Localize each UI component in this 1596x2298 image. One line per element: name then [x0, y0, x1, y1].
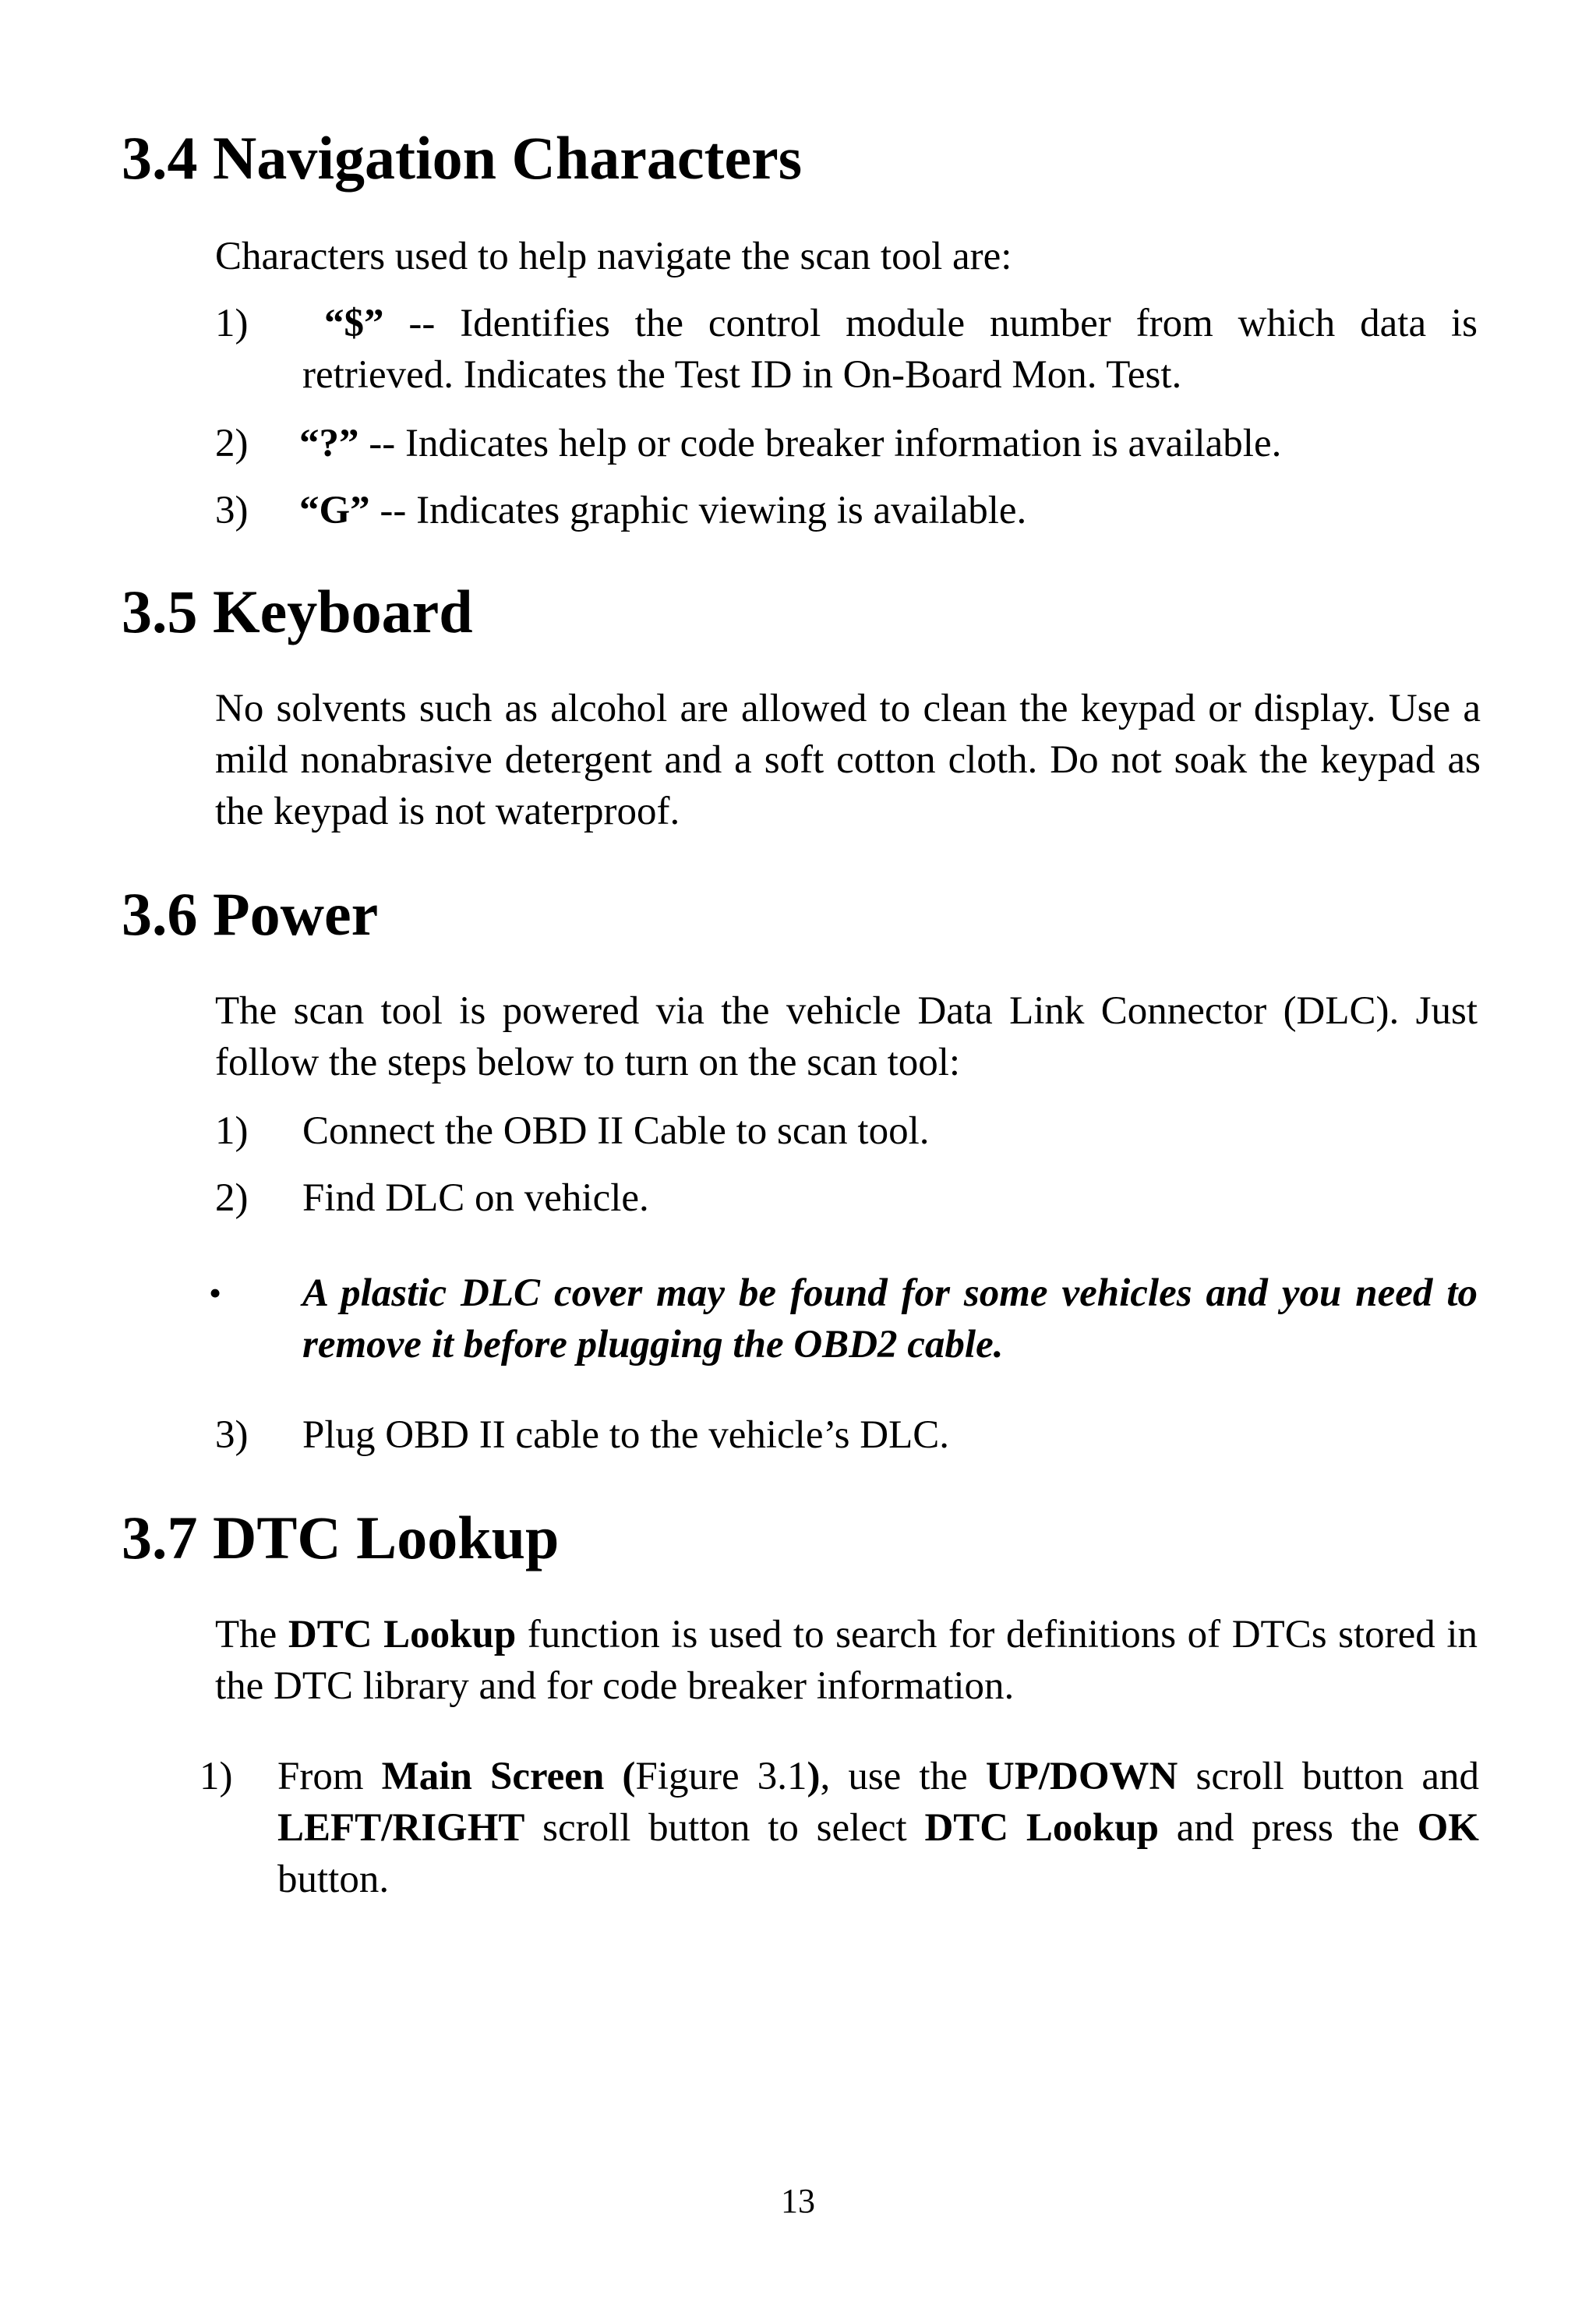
list-item-text: -- Indicates graphic viewing is available. [369, 489, 1027, 532]
list-item-text: -- Identifies the control module number from which data is retrieved. Indicates the Test ID in On-Board Mon. Test. [302, 302, 1478, 397]
bold-term: LEFT/RIGHT [277, 1806, 525, 1850]
bold-term: ) [807, 1755, 821, 1798]
list-item-dollar [302, 298, 1478, 401]
list-item-number: 2) [215, 422, 249, 465]
list-item-number: 3) [215, 1413, 249, 1457]
power-body-text: The scan tool is powered via the vehicle Data Link Connector (DLC). Just follow the steps below to turn on the scan tool: [215, 989, 1478, 1084]
section-heading-dtc-lookup: 3.7 DTC Lookup [122, 1504, 560, 1571]
keyboard-body-text: No solvents such as alcohol are allowed to clean the keypad or display. Use a mild nonabrasive detergent and a soft cotton cloth. Do not soak the keypad as the keypad is not waterproof. [215, 687, 1481, 833]
list-item-text: -- Indicates help or code breaker information is available. [358, 422, 1282, 465]
symbol-dollar: “$” [324, 302, 384, 345]
power-step-1: Connect the OBD II Cable to scan tool. [302, 1109, 930, 1153]
navigation-intro-text: Characters used to help navigate the scan tool are: [215, 235, 1012, 278]
symbol-question: “?” [299, 422, 359, 465]
list-item-number: 2) [215, 1176, 249, 1220]
power-step-2: Find DLC on vehicle. [302, 1176, 649, 1220]
dtc-lookup-step-1: From Main Screen (Figure 3.1), use the UP/DOWN scroll button and LEFT/RIGHT scroll button to select DTC Lookup and press the OK button. [277, 1755, 1479, 1901]
list-item-question [299, 418, 1476, 469]
power-step-3: Plug OBD II cable to the vehicle’s DLC. [302, 1413, 949, 1457]
page-number: 13 [781, 2182, 815, 2220]
power-note: A plastic DLC cover may be found for some vehicles and you need to remove it before plugging the OBD2 cable. [302, 1271, 1478, 1366]
section-heading-power: 3.6 Power [122, 880, 379, 948]
bold-term: Main Screen ( [381, 1755, 636, 1798]
bold-term: OK [1417, 1806, 1479, 1850]
list-item-number: 1) [215, 1109, 249, 1153]
bold-term: DTC Lookup [288, 1613, 517, 1656]
bullet-icon: • [209, 1273, 222, 1313]
list-item-number: 1) [200, 1755, 233, 1798]
dtc-lookup-body-text: The DTC Lookup function is used to search for definitions of DTCs stored in the DTC library and for code breaker information. [215, 1613, 1478, 1708]
section-heading-keyboard: 3.5 Keyboard [122, 578, 473, 645]
list-item-number: 3) [215, 489, 249, 532]
symbol-g: “G” [299, 489, 370, 532]
list-item-g [299, 485, 1476, 536]
bold-term: UP/DOWN [985, 1755, 1178, 1798]
list-item-number: 1) [215, 302, 249, 345]
bold-term: DTC Lookup [924, 1806, 1159, 1850]
section-heading-navigation-characters: 3.4 Navigation Characters [122, 124, 803, 192]
